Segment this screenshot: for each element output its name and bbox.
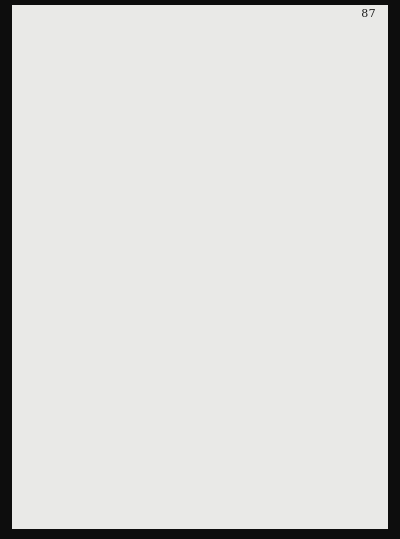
directory-entry-line xyxy=(25,64,199,71)
directory-entry-line xyxy=(25,328,199,335)
directory-entry-line xyxy=(25,270,199,277)
directory-entry-line xyxy=(25,108,199,115)
directory-entry-line xyxy=(25,299,199,306)
directory-entry-line xyxy=(209,240,383,247)
directory-entry-line xyxy=(25,138,199,145)
directory-entry-line xyxy=(209,196,383,203)
directory-entry-line xyxy=(25,358,199,365)
directory-entry-line xyxy=(25,483,199,490)
directory-entry-line xyxy=(25,20,199,27)
directory-entry-line xyxy=(209,402,383,409)
directory-entry-line xyxy=(25,86,199,93)
directory-entry-line xyxy=(209,475,383,482)
directory-entry-line xyxy=(209,204,383,211)
directory-entry-line xyxy=(209,20,383,27)
directory-entry-line xyxy=(209,468,383,475)
directory-entry-line xyxy=(25,497,199,504)
directory-entry-line xyxy=(25,196,199,203)
directory-entry-line xyxy=(25,490,199,497)
directory-entry-line xyxy=(25,387,199,394)
directory-entry-line xyxy=(25,468,199,475)
directory-entry-line xyxy=(209,93,383,100)
directory-entry-line xyxy=(25,204,199,211)
directory-entry-line xyxy=(25,262,199,269)
directory-page xyxy=(12,5,388,529)
directory-entry-line xyxy=(209,321,383,328)
directory-entry-line xyxy=(25,174,199,181)
directory-entry-line xyxy=(209,108,383,115)
directory-entry-line xyxy=(25,71,199,78)
directory-entry-line xyxy=(25,424,199,431)
directory-entry-line xyxy=(25,446,199,453)
directory-entry-line xyxy=(209,189,383,196)
directory-entry-line xyxy=(209,284,383,291)
directory-entry-line xyxy=(209,387,383,394)
directory-entry-line xyxy=(25,49,199,56)
directory-entry-line xyxy=(25,505,199,512)
directory-entry-line xyxy=(25,284,199,291)
directory-entry-line xyxy=(209,57,383,64)
directory-entry-line xyxy=(209,152,383,159)
directory-entry-line xyxy=(25,431,199,438)
directory-entry-line xyxy=(25,35,199,42)
directory-entry-line xyxy=(25,130,199,137)
directory-entry-line xyxy=(25,101,199,108)
directory-entry-line xyxy=(209,417,383,424)
directory-entry-line xyxy=(25,226,199,233)
directory-entry-line xyxy=(25,182,199,189)
directory-entry-line xyxy=(209,138,383,145)
directory-entry-line xyxy=(25,314,199,321)
directory-entry-line xyxy=(209,218,383,225)
directory-entry-line xyxy=(209,328,383,335)
directory-entry-line xyxy=(209,226,383,233)
directory-entry-line xyxy=(209,497,383,504)
directory-entry-line xyxy=(25,57,199,64)
directory-entry-line xyxy=(209,409,383,416)
directory-entry-line xyxy=(209,27,383,34)
directory-entry-line xyxy=(209,336,383,343)
directory-entry-line xyxy=(209,277,383,284)
directory-entry-line xyxy=(25,277,199,284)
directory-entry-line xyxy=(209,373,383,380)
directory-entry-line xyxy=(209,255,383,262)
directory-entry-line xyxy=(209,174,383,181)
directory-entry-line xyxy=(209,42,383,49)
directory-entry-line xyxy=(25,115,199,122)
directory-entry-line xyxy=(25,402,199,409)
directory-entry-line xyxy=(25,350,199,357)
directory-entry-line xyxy=(25,439,199,446)
directory-entry-line xyxy=(209,314,383,321)
directory-entry-line xyxy=(25,292,199,299)
directory-entry-line xyxy=(25,453,199,460)
directory-entry-line xyxy=(209,343,383,350)
directory-entry-line xyxy=(209,395,383,402)
directory-entry-line xyxy=(209,79,383,86)
directory-entry-line xyxy=(25,255,199,262)
directory-entry-line xyxy=(25,123,199,130)
directory-entry-line xyxy=(209,49,383,56)
right-column xyxy=(209,20,383,524)
directory-entry-line xyxy=(209,505,383,512)
directory-entry-line xyxy=(209,115,383,122)
directory-entry-line xyxy=(25,417,199,424)
directory-entry-line xyxy=(25,218,199,225)
directory-entry-line xyxy=(25,233,199,240)
directory-entry-line xyxy=(25,380,199,387)
directory-entry-line xyxy=(25,475,199,482)
directory-entry-line xyxy=(209,424,383,431)
directory-entry-line xyxy=(209,490,383,497)
directory-entry-line xyxy=(209,306,383,313)
directory-entry-line xyxy=(209,431,383,438)
page-number: 87 xyxy=(361,7,376,20)
directory-entry-line xyxy=(209,248,383,255)
directory-entry-line xyxy=(209,439,383,446)
directory-entry-line xyxy=(209,64,383,71)
directory-entry-line xyxy=(25,211,199,218)
directory-entry-line xyxy=(25,336,199,343)
directory-entry-line xyxy=(209,211,383,218)
directory-entry-line xyxy=(209,380,383,387)
directory-entry-line xyxy=(25,152,199,159)
directory-entry-line xyxy=(209,145,383,152)
directory-entry-line xyxy=(209,71,383,78)
directory-entry-line xyxy=(209,270,383,277)
directory-entry-line xyxy=(209,483,383,490)
directory-entry-line xyxy=(25,321,199,328)
directory-entry-line xyxy=(209,182,383,189)
directory-entry-line xyxy=(209,299,383,306)
directory-entry-line xyxy=(209,292,383,299)
directory-entry-line xyxy=(209,358,383,365)
directory-entry-line xyxy=(25,395,199,402)
directory-entry-line xyxy=(25,42,199,49)
directory-entry-line xyxy=(25,160,199,167)
directory-entry-line xyxy=(209,130,383,137)
directory-entry-line xyxy=(25,343,199,350)
directory-entry-line xyxy=(209,101,383,108)
directory-entry-line xyxy=(209,123,383,130)
directory-entry-line xyxy=(209,461,383,468)
directory-entry-line xyxy=(25,93,199,100)
directory-entry-line xyxy=(25,189,199,196)
directory-entry-line xyxy=(209,350,383,357)
directory-entry-line xyxy=(25,461,199,468)
directory-entry-line xyxy=(25,79,199,86)
directory-entry-line xyxy=(25,306,199,313)
directory-entry-line xyxy=(25,409,199,416)
directory-entry-line xyxy=(25,145,199,152)
directory-entry-line xyxy=(209,365,383,372)
directory-entry-line xyxy=(209,35,383,42)
directory-entry-line xyxy=(25,240,199,247)
directory-entry-line xyxy=(25,167,199,174)
directory-entry-line xyxy=(25,27,199,34)
directory-entry-line xyxy=(209,262,383,269)
directory-entry-line xyxy=(209,86,383,93)
directory-entry-line xyxy=(25,365,199,372)
directory-entry-line xyxy=(209,233,383,240)
directory-entry-line xyxy=(209,167,383,174)
directory-entry-line xyxy=(25,373,199,380)
directory-entry-line xyxy=(209,160,383,167)
directory-entry-line xyxy=(25,248,199,255)
directory-entry-line xyxy=(209,453,383,460)
directory-entry-line xyxy=(209,446,383,453)
left-column xyxy=(25,20,199,524)
